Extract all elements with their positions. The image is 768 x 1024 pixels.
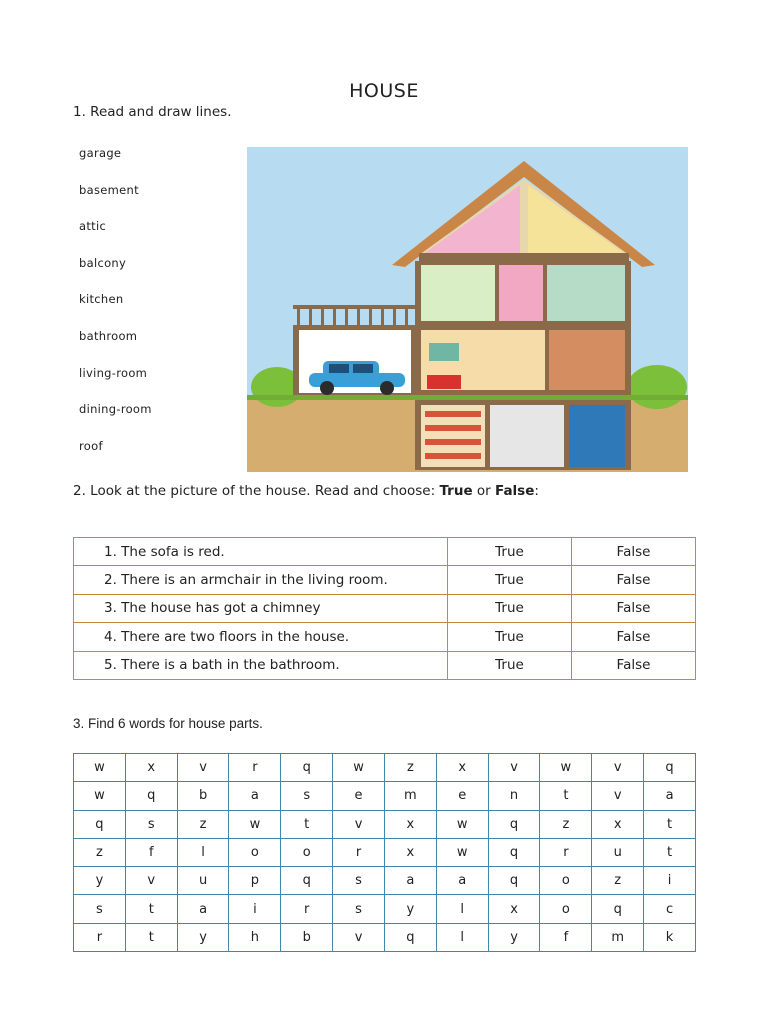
grid-cell[interactable]: q [488,838,540,866]
grid-row [74,754,696,782]
statement-cell: 5. There is a bath in the bathroom. [74,651,448,679]
grid-cell[interactable]: q [281,754,333,782]
grid-cell[interactable]: y [384,895,436,923]
true-option[interactable]: True [448,566,572,594]
grid-cell[interactable]: h [229,923,281,951]
grid-cell[interactable]: t [644,838,696,866]
grid-cell[interactable]: w [333,754,385,782]
false-option[interactable]: False [572,538,696,566]
grid-cell[interactable]: v [592,754,644,782]
grid-cell[interactable]: r [229,754,281,782]
grid-cell[interactable]: a [644,782,696,810]
grid-cell[interactable]: o [229,838,281,866]
word-basement: basement [79,182,139,197]
task2-false-word: False [495,483,535,499]
word-roof: roof [79,438,103,453]
grid-cell[interactable]: u [177,867,229,895]
grid-cell[interactable]: v [488,754,540,782]
grid-cell[interactable]: w [74,782,126,810]
grid-cell[interactable]: r [333,838,385,866]
grid-cell[interactable]: z [74,838,126,866]
grid-cell[interactable]: q [384,923,436,951]
grid-cell[interactable]: l [177,838,229,866]
true-option[interactable]: True [448,538,572,566]
false-option[interactable]: False [572,651,696,679]
grid-cell[interactable]: m [384,782,436,810]
grid-cell[interactable]: q [125,782,177,810]
task2-or-word: or [472,483,496,499]
grid-cell[interactable]: s [74,895,126,923]
statement-cell: 2. There is an armchair in the living room. [74,566,448,594]
word-dining-room: dining-room [79,402,152,417]
grid-cell[interactable]: f [125,838,177,866]
grid-cell[interactable]: a [384,867,436,895]
task2-instruction [73,483,539,499]
grid-row [74,782,696,810]
task1-instruction: 1. Read and draw lines. [73,104,232,120]
grid-cell[interactable]: k [644,923,696,951]
grid-cell[interactable]: q [281,867,333,895]
grid-cell[interactable]: r [74,923,126,951]
grid-cell[interactable]: s [333,895,385,923]
grid-cell[interactable]: s [281,782,333,810]
table-row [74,566,696,594]
grid-row [74,838,696,866]
word-search-grid [73,753,696,952]
true-option[interactable]: True [448,623,572,651]
word-bathroom: bathroom [79,328,138,343]
grid-cell[interactable]: f [540,923,592,951]
grid-cell[interactable]: i [229,895,281,923]
grid-cell[interactable]: w [229,810,281,838]
grid-cell[interactable]: x [384,838,436,866]
page-title: HOUSE [349,80,419,102]
grid-cell[interactable]: y [74,867,126,895]
word-living-room: living-room [79,365,148,380]
grid-cell[interactable]: l [436,895,488,923]
house-cross-section-image [247,147,688,472]
grid-cell[interactable]: q [644,754,696,782]
grid-cell[interactable]: x [592,810,644,838]
grid-cell[interactable]: z [540,810,592,838]
grid-cell[interactable]: x [125,754,177,782]
grid-row [74,810,696,838]
grid-cell[interactable]: t [540,782,592,810]
grid-cell[interactable]: y [488,923,540,951]
grid-cell[interactable]: y [177,923,229,951]
grid-row [74,895,696,923]
grid-cell[interactable]: a [229,782,281,810]
grid-cell[interactable]: v [177,754,229,782]
task2-true-word: True [439,483,473,499]
grid-cell[interactable]: w [540,754,592,782]
grid-cell[interactable]: w [74,754,126,782]
false-option[interactable]: False [572,594,696,622]
grid-cell[interactable]: e [436,782,488,810]
word-attic: attic [79,219,107,234]
grid-cell[interactable]: u [592,838,644,866]
grid-cell[interactable]: s [333,867,385,895]
table-row [74,623,696,651]
house-illustration [247,147,688,472]
table-row [74,594,696,622]
grid-cell[interactable]: v [125,867,177,895]
grid-cell[interactable]: t [644,810,696,838]
grid-cell[interactable]: r [281,895,333,923]
grid-cell[interactable]: s [125,810,177,838]
grid-cell[interactable]: z [177,810,229,838]
grid-cell[interactable]: q [74,810,126,838]
grid-cell[interactable]: o [540,895,592,923]
grid-cell[interactable]: z [592,867,644,895]
word-balcony: balcony [79,255,127,270]
grid-cell[interactable]: n [488,782,540,810]
grid-cell[interactable]: w [436,810,488,838]
grid-cell[interactable]: q [592,895,644,923]
grid-cell[interactable]: q [488,810,540,838]
grid-cell[interactable]: t [281,810,333,838]
grid-cell[interactable]: x [436,754,488,782]
grid-cell[interactable]: r [540,838,592,866]
statement-cell: 3. The house has got a chimney [74,594,448,622]
statement-cell: 4. There are two floors in the house. [74,623,448,651]
grid-cell[interactable]: b [281,923,333,951]
false-option[interactable]: False [572,566,696,594]
grid-cell[interactable]: t [125,895,177,923]
statement-cell: 1. The sofa is red. [74,538,448,566]
grid-cell[interactable]: a [177,895,229,923]
grid-cell[interactable]: e [333,782,385,810]
task3-instruction: 3. Find 6 words for house parts. [73,716,263,731]
task2-instruction-text: 2. Look at the picture of the house. Read and choose: [73,483,440,499]
grid-cell[interactable]: o [281,838,333,866]
grid-cell[interactable]: b [177,782,229,810]
word-kitchen: kitchen [79,292,124,307]
true-false-table [73,537,696,680]
grid-cell[interactable]: v [333,810,385,838]
grid-cell[interactable]: w [436,838,488,866]
word-garage: garage [79,146,122,160]
grid-cell[interactable]: m [592,923,644,951]
grid-cell[interactable]: v [333,923,385,951]
grid-cell[interactable]: z [384,754,436,782]
grid-cell[interactable]: t [125,923,177,951]
task2-colon: : [534,483,539,499]
grid-cell[interactable]: q [488,867,540,895]
grid-cell[interactable]: p [229,867,281,895]
table-row [74,538,696,566]
word-list [79,146,152,475]
table-row [74,651,696,679]
grid-cell[interactable]: v [592,782,644,810]
grid-cell[interactable]: o [540,867,592,895]
true-option[interactable]: True [448,594,572,622]
grid-row [74,923,696,951]
grid-cell[interactable]: i [644,867,696,895]
grid-cell[interactable]: c [644,895,696,923]
true-option[interactable]: True [448,651,572,679]
false-option[interactable]: False [572,623,696,651]
grid-cell[interactable]: a [436,867,488,895]
grid-cell[interactable]: x [488,895,540,923]
grid-row [74,867,696,895]
grid-cell[interactable]: l [436,923,488,951]
grid-cell[interactable]: x [384,810,436,838]
